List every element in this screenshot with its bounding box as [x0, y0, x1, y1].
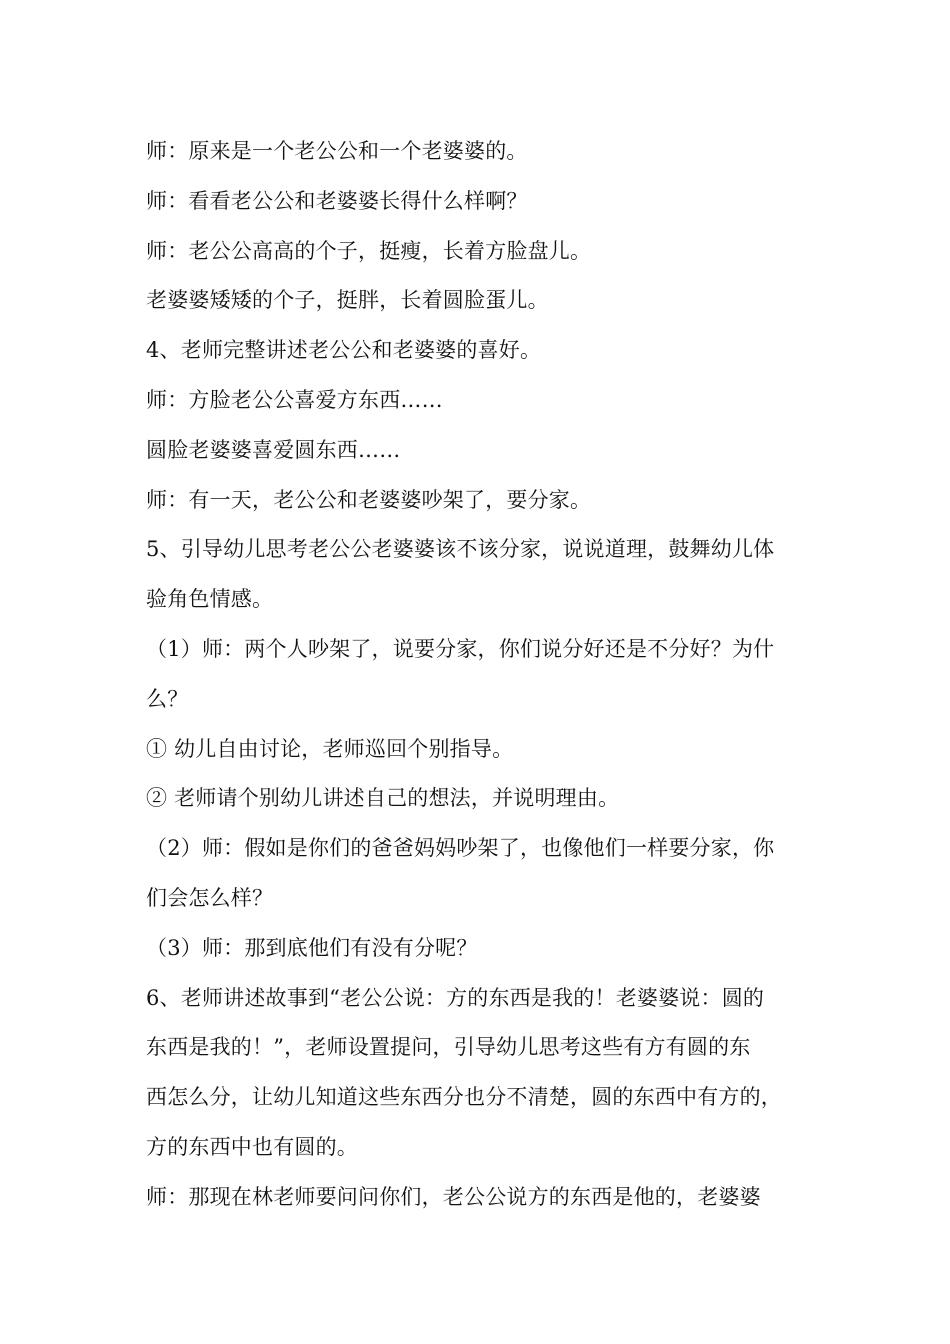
text-line: 师：看看老公公和老婆婆长得什么样啊？ [146, 188, 528, 213]
text-line: 们会怎么样？ [146, 885, 274, 910]
text-line: ① 幼儿自由讨论，老师巡回个别指导。 [146, 736, 514, 761]
document-body [146, 131, 826, 1227]
text-line: 西怎么分，让幼儿知道这些东西分也分不清楚，圆的东西中有方的， [146, 1085, 782, 1110]
text-line: 师：那现在林老师要问问你们，老公公说方的东西是他的，老婆婆 [146, 1184, 761, 1209]
text-line: 师：老公公高高的个子，挺瘦，长着方脸盘儿。 [146, 238, 592, 263]
text-line: （1）师：两个人吵架了，说要分家，你们说分好还是不分好？为什 [146, 636, 775, 661]
text-line: 师：方脸老公公喜爱方东西…… [146, 387, 443, 412]
text-line: 方的东西中也有圆的。 [146, 1134, 358, 1159]
text-line: 圆脸老婆婆喜爱圆东西…… [146, 437, 401, 462]
text-line: 东西是我的！”，老师设置提问，引导幼儿思考这些有方有圆的东 [146, 1035, 751, 1060]
text-line: ② 老师请个别幼儿讲述自己的想法，并说明理由。 [146, 786, 620, 811]
text-line: 6、老师讲述故事到“老公公说：方的东西是我的！老婆婆说：圆的 [146, 985, 765, 1010]
text-line: 验角色情感。 [146, 587, 274, 612]
text-line: （3）师：那到底他们有没有分呢？ [146, 935, 478, 960]
text-line: 5、引导幼儿思考老公公老婆婆该不该分家，说说道理，鼓舞幼儿体 [146, 537, 775, 562]
text-line: 老婆婆矮矮的个子，挺胖，长着圆脸蛋儿。 [146, 288, 549, 313]
text-line: 师：有一天，老公公和老婆婆吵架了，要分家。 [146, 487, 592, 512]
text-line: （2）师：假如是你们的爸爸妈妈吵架了，也像他们一样要分家，你 [146, 836, 775, 861]
text-line: 师：原来是一个老公公和一个老婆婆的。 [146, 139, 528, 163]
text-line: 4、老师完整讲述老公公和老婆婆的喜好。 [146, 338, 542, 363]
text-line: 么？ [146, 686, 189, 711]
